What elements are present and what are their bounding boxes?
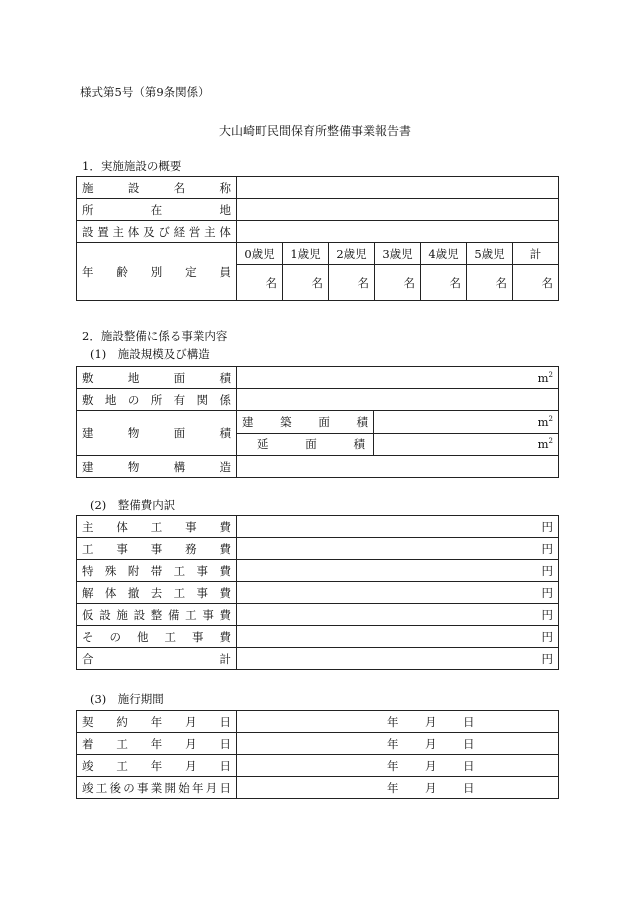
period-item-label — [77, 755, 237, 777]
cost-row — [77, 648, 559, 670]
capacity-cell[interactable]: 名 — [467, 265, 513, 301]
day-unit: 日 — [463, 714, 475, 729]
cost-item-label — [77, 582, 237, 604]
site-area-field[interactable] — [237, 367, 559, 389]
yen-unit: 円 — [541, 629, 553, 644]
capacity-cell[interactable]: 名 — [237, 265, 283, 301]
area-unit-sup: 2 — [548, 414, 553, 423]
justified-label: 契 約 年 月 日 — [82, 714, 231, 729]
area-unit: m — [537, 370, 549, 385]
justified-label: 着 工 年 月 日 — [82, 736, 231, 751]
capacity-cell-total[interactable]: 名 — [513, 265, 559, 301]
structure-field[interactable] — [237, 456, 559, 478]
cost-amount-field[interactable] — [237, 648, 559, 670]
area-unit-sup: 2 — [548, 370, 553, 379]
site-ownership-label — [77, 389, 237, 411]
yen-unit: 円 — [541, 585, 553, 600]
justified-label: 特 殊 附 帯 工 事 費 — [82, 563, 231, 578]
location-field[interactable] — [237, 199, 559, 221]
sub3-heading: (3) 施行期間 — [90, 692, 164, 706]
justified-label: 施 設 名 称 — [82, 180, 231, 195]
cost-breakdown-table — [76, 515, 559, 670]
site-ownership-field[interactable] — [237, 389, 559, 411]
justified-label: 敷 地 面 積 — [82, 370, 231, 385]
age-header-total: 計 — [513, 243, 559, 265]
justified-label: 所 在 地 — [82, 202, 231, 217]
cost-amount-field[interactable] — [237, 538, 559, 560]
floor-area-field[interactable] — [374, 433, 559, 456]
facility-name-label — [77, 177, 237, 199]
cost-row — [77, 626, 559, 648]
date-field[interactable] — [237, 777, 559, 799]
area-unit-sup: 2 — [548, 437, 553, 446]
justified-label: そ の 他 工 事 費 — [82, 629, 231, 644]
age-header: 1歳児 — [283, 243, 329, 265]
section1-heading: 1．実施施設の概要 — [82, 159, 182, 173]
floor-area-label — [237, 433, 374, 456]
area-unit: m — [537, 414, 549, 429]
day-unit: 日 — [463, 780, 475, 795]
operator-field[interactable] — [237, 221, 559, 243]
capacity-cell[interactable]: 名 — [329, 265, 375, 301]
yen-unit: 円 — [541, 651, 553, 666]
justified-label: 年 齢 別 定 員 — [82, 264, 231, 279]
period-item-label — [77, 711, 237, 733]
justified-label: 竣 工 年 月 日 — [82, 758, 231, 773]
cost-row — [77, 604, 559, 626]
year-unit: 年 — [387, 780, 399, 795]
period-item-label — [77, 777, 237, 799]
yen-unit: 円 — [541, 519, 553, 534]
built-area-field[interactable] — [374, 411, 559, 434]
justified-label: 建 物 面 積 — [82, 426, 231, 440]
justified-label: 仮 設 施 設 整 備 工 事 費 — [82, 607, 231, 622]
justified-label: 工 事 事 務 費 — [82, 541, 231, 556]
cost-item-label — [77, 516, 237, 538]
month-unit: 月 — [425, 780, 437, 795]
cost-amount-field[interactable] — [237, 604, 559, 626]
yen-unit: 円 — [541, 607, 553, 622]
cost-amount-field[interactable] — [237, 626, 559, 648]
justified-label: 解 体 撤 去 工 事 費 — [82, 585, 231, 600]
yen-unit: 円 — [541, 541, 553, 556]
facility-scale-table — [76, 366, 559, 478]
capacity-cell[interactable]: 名 — [283, 265, 329, 301]
capacity-cell[interactable]: 名 — [375, 265, 421, 301]
cost-row — [77, 582, 559, 604]
site-area-label — [77, 367, 237, 389]
justified-label: 建 物 構 造 — [82, 459, 231, 474]
cost-amount-field[interactable] — [237, 560, 559, 582]
sub2-heading: (2) 整備費内訳 — [90, 498, 176, 512]
cost-item-label — [77, 626, 237, 648]
facility-overview-table — [76, 176, 559, 301]
built-area-label — [237, 411, 374, 434]
construction-period-table — [76, 710, 559, 799]
cost-row — [77, 560, 559, 582]
age-header: 5歳児 — [467, 243, 513, 265]
age-header: 4歳児 — [421, 243, 467, 265]
justified-label: 延 面 積 — [257, 437, 365, 452]
document-title: 大山崎町民間保育所整備事業報告書 — [218, 124, 411, 138]
area-unit: m — [537, 437, 549, 452]
year-unit: 年 — [387, 736, 399, 751]
age-header: 3歳児 — [375, 243, 421, 265]
date-field[interactable] — [237, 733, 559, 755]
cost-item-label — [77, 538, 237, 560]
operator-label — [77, 221, 237, 243]
cost-item-label — [77, 648, 237, 670]
year-unit: 年 — [387, 714, 399, 729]
building-area-label — [77, 411, 237, 456]
justified-label: 主 体 工 事 費 — [82, 519, 231, 534]
cost-amount-field[interactable] — [237, 582, 559, 604]
period-row — [77, 733, 559, 755]
month-unit: 月 — [425, 714, 437, 729]
cost-row — [77, 538, 559, 560]
month-unit: 月 — [425, 736, 437, 751]
justified-label: 合 計 — [82, 651, 231, 666]
cost-item-label — [77, 604, 237, 626]
justified-label: 設 置 主 体 及 び 経 営 主 体 — [82, 224, 231, 239]
period-row — [77, 711, 559, 733]
structure-label — [77, 456, 237, 478]
date-field[interactable] — [237, 711, 559, 733]
section2-heading: 2．施設整備に係る事業内容 — [82, 329, 228, 343]
year-unit: 年 — [387, 758, 399, 773]
facility-name-field[interactable] — [237, 177, 559, 199]
date-field[interactable] — [237, 755, 559, 777]
period-row — [77, 777, 559, 799]
age-header: 2歳児 — [329, 243, 375, 265]
location-label — [77, 199, 237, 221]
sub1-heading: (1) 施設規模及び構造 — [90, 347, 210, 361]
justified-label: 建 築 面 積 — [242, 414, 368, 429]
day-unit: 日 — [463, 736, 475, 751]
day-unit: 日 — [463, 758, 475, 773]
period-row — [77, 755, 559, 777]
cost-amount-field[interactable] — [237, 516, 559, 538]
month-unit: 月 — [425, 758, 437, 773]
form-number: 様式第5号（第9条関係） — [80, 85, 210, 99]
yen-unit: 円 — [541, 563, 553, 578]
cost-row — [77, 516, 559, 538]
justified-label: 敷 地 の 所 有 関 係 — [82, 392, 231, 407]
age-header: 0歳児 — [237, 243, 283, 265]
justified-label: 竣 工 後 の 事 業 開 始 年 月 日 — [82, 780, 231, 795]
period-item-label — [77, 733, 237, 755]
capacity-label — [77, 243, 237, 301]
cost-item-label — [77, 560, 237, 582]
capacity-cell[interactable]: 名 — [421, 265, 467, 301]
